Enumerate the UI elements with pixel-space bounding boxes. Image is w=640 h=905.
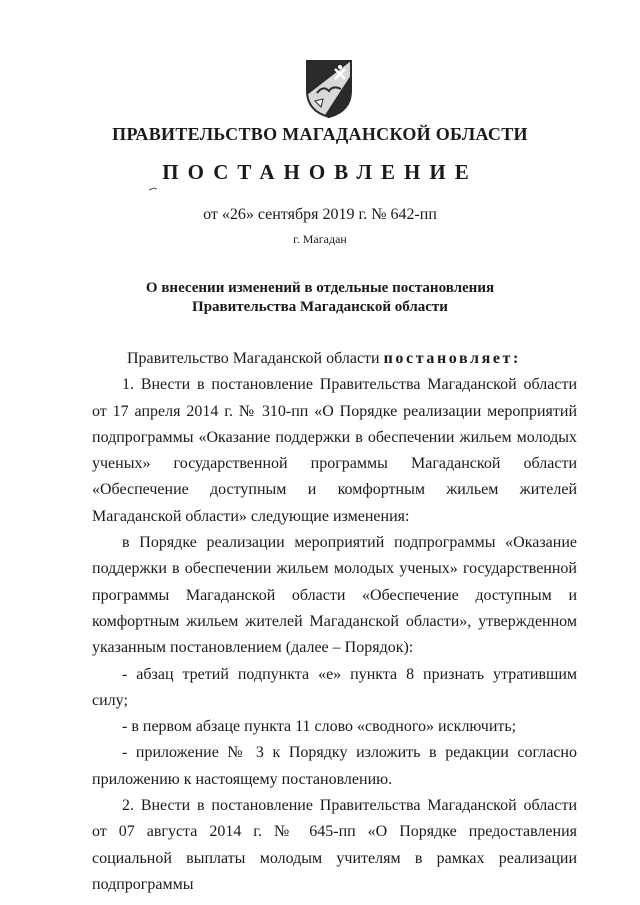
paragraph-1: 1. Внести в постановление Правительства Магаданской области от 17 апреля 2014 г. № 310-пп «О Порядке реализации мероприятий подпрограммы «Оказание поддержки в обеспечении жильем молодых ученых» государственной программы Магаданской области «Обеспечение доступным и комфортным жильем жителей Магаданской области» следующие изменения: <box>92 376 577 525</box>
decree-title <box>0 279 640 317</box>
decree-date-number: от «26» сентября 2019 г. № 642-пп <box>203 206 437 223</box>
decree-title-line2: Правительства Магаданской области <box>192 299 448 315</box>
decree-body <box>92 346 577 898</box>
paragraph-3: 2. Внести в постановление Правительства Магаданской области от 07 августа 2014 г. № 645-пп «О Порядке предоставления социальной выплаты молодым учителям в рамках реализации подпрограммы <box>92 797 577 893</box>
intro-keyword: постановляет: <box>383 350 521 367</box>
bullet-1: - абзац третий подпункта «е» пункта 8 признать утратившим силу; <box>92 665 577 709</box>
paragraph-2: в Порядке реализации мероприятий подпрограммы «Оказание поддержки в обеспечении жильем молодых ученых» государственной программы Магаданской области «Обеспечение доступным и комфортным жильем жителей Магаданской области», утвержденном указанным постановлением (далее – Порядок): <box>92 534 577 657</box>
intro-paragraph <box>92 346 577 372</box>
bullet-2: - в первом абзаце пункта 11 слово «сводного» исключить; <box>122 718 517 736</box>
bullet-3: - приложение № 3 к Порядку изложить в редакции согласно приложению к настоящему постановлению. <box>92 744 577 788</box>
document-type-heading: ПОСТАНОВЛЕНИЕ <box>162 160 478 184</box>
decree-city: г. Магадан <box>293 232 347 246</box>
decree-title-line1: О внесении изменений в отдельные постановления <box>145 280 495 296</box>
scan-speck-mark <box>148 186 158 192</box>
coat-of-arms-emblem <box>301 55 357 119</box>
intro-text: Правительство Магаданской области <box>127 350 384 367</box>
government-heading: ПРАВИТЕЛЬСТВО МАГАДАНСКОЙ ОБЛАСТИ <box>112 124 528 144</box>
